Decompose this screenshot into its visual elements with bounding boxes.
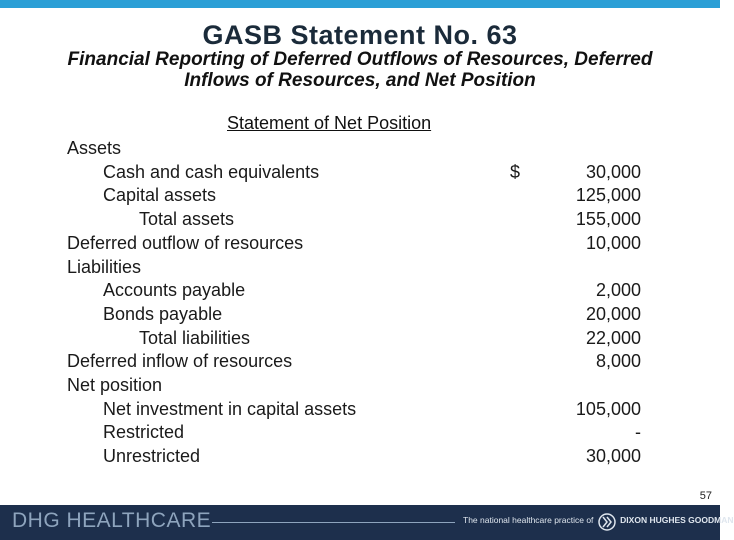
row-amount: 30,000 xyxy=(585,446,641,467)
row-label: Assets xyxy=(67,138,122,158)
row-amount: 20,000 xyxy=(585,303,641,324)
row-label: Cash and cash equivalents xyxy=(103,161,320,182)
row-label: Deferred outflow of resources xyxy=(67,232,304,253)
row-label: Total assets xyxy=(139,209,235,230)
statement-row xyxy=(0,326,720,350)
top-accent-bar xyxy=(0,0,720,8)
footer-divider xyxy=(212,522,455,523)
statement-row xyxy=(0,136,720,160)
row-label: Net position xyxy=(67,375,163,395)
footer-bar xyxy=(0,505,734,540)
row-amount: 155,000 xyxy=(575,209,641,230)
row-amount: 125,000 xyxy=(575,185,641,206)
row-amount: - xyxy=(635,422,641,443)
row-label: Restricted xyxy=(103,422,185,443)
statement-row xyxy=(0,160,720,184)
row-amount: 10,000 xyxy=(585,232,641,253)
row-label: Capital assets xyxy=(103,185,217,206)
statement-row xyxy=(0,349,720,373)
row-label: Unrestricted xyxy=(103,446,201,467)
row-label: Bonds payable xyxy=(103,303,223,324)
page-number: 57 xyxy=(699,490,712,502)
row-label: Liabilities xyxy=(67,256,142,277)
row-label: Deferred inflow of resources xyxy=(67,351,293,372)
footer-brand: DHG HEALTHCARE xyxy=(12,509,212,532)
row-label: Net investment in capital assets xyxy=(103,398,357,419)
row-amount: 2,000 xyxy=(595,280,641,301)
statement-heading: Statement of Net Position xyxy=(227,113,432,133)
statement-row xyxy=(0,207,720,231)
tagline-prefix: The national healthcare practice of xyxy=(463,515,594,525)
statement-row xyxy=(0,183,720,207)
statement-row xyxy=(0,278,720,302)
statement-row xyxy=(0,373,720,397)
statement-row xyxy=(0,255,720,279)
row-amount: 30,000 xyxy=(585,161,641,182)
row-currency: $ xyxy=(510,161,521,182)
row-amount: 8,000 xyxy=(595,351,641,372)
statement-row xyxy=(0,231,720,255)
row-label: Accounts payable xyxy=(103,280,246,301)
statement-row xyxy=(0,302,720,326)
row-amount: 22,000 xyxy=(585,327,641,348)
row-amount: 105,000 xyxy=(575,398,641,419)
slide-subtitle xyxy=(0,49,720,91)
tagline-firm: DIXON HUGHES GOODMAN xyxy=(620,515,734,525)
dhg-logo-icon xyxy=(598,513,616,531)
statement-row xyxy=(0,444,720,468)
row-label: Total liabilities xyxy=(139,327,251,348)
slide-title: GASB Statement No. 63 xyxy=(202,20,518,50)
statement-row xyxy=(0,420,720,444)
subtitle-line-1: Financial Reporting of Deferred Outflows of Resources, Deferred xyxy=(67,49,653,70)
subtitle-line-2: Inflows of Resources, and Net Position xyxy=(184,70,536,91)
statement-row xyxy=(0,397,720,421)
